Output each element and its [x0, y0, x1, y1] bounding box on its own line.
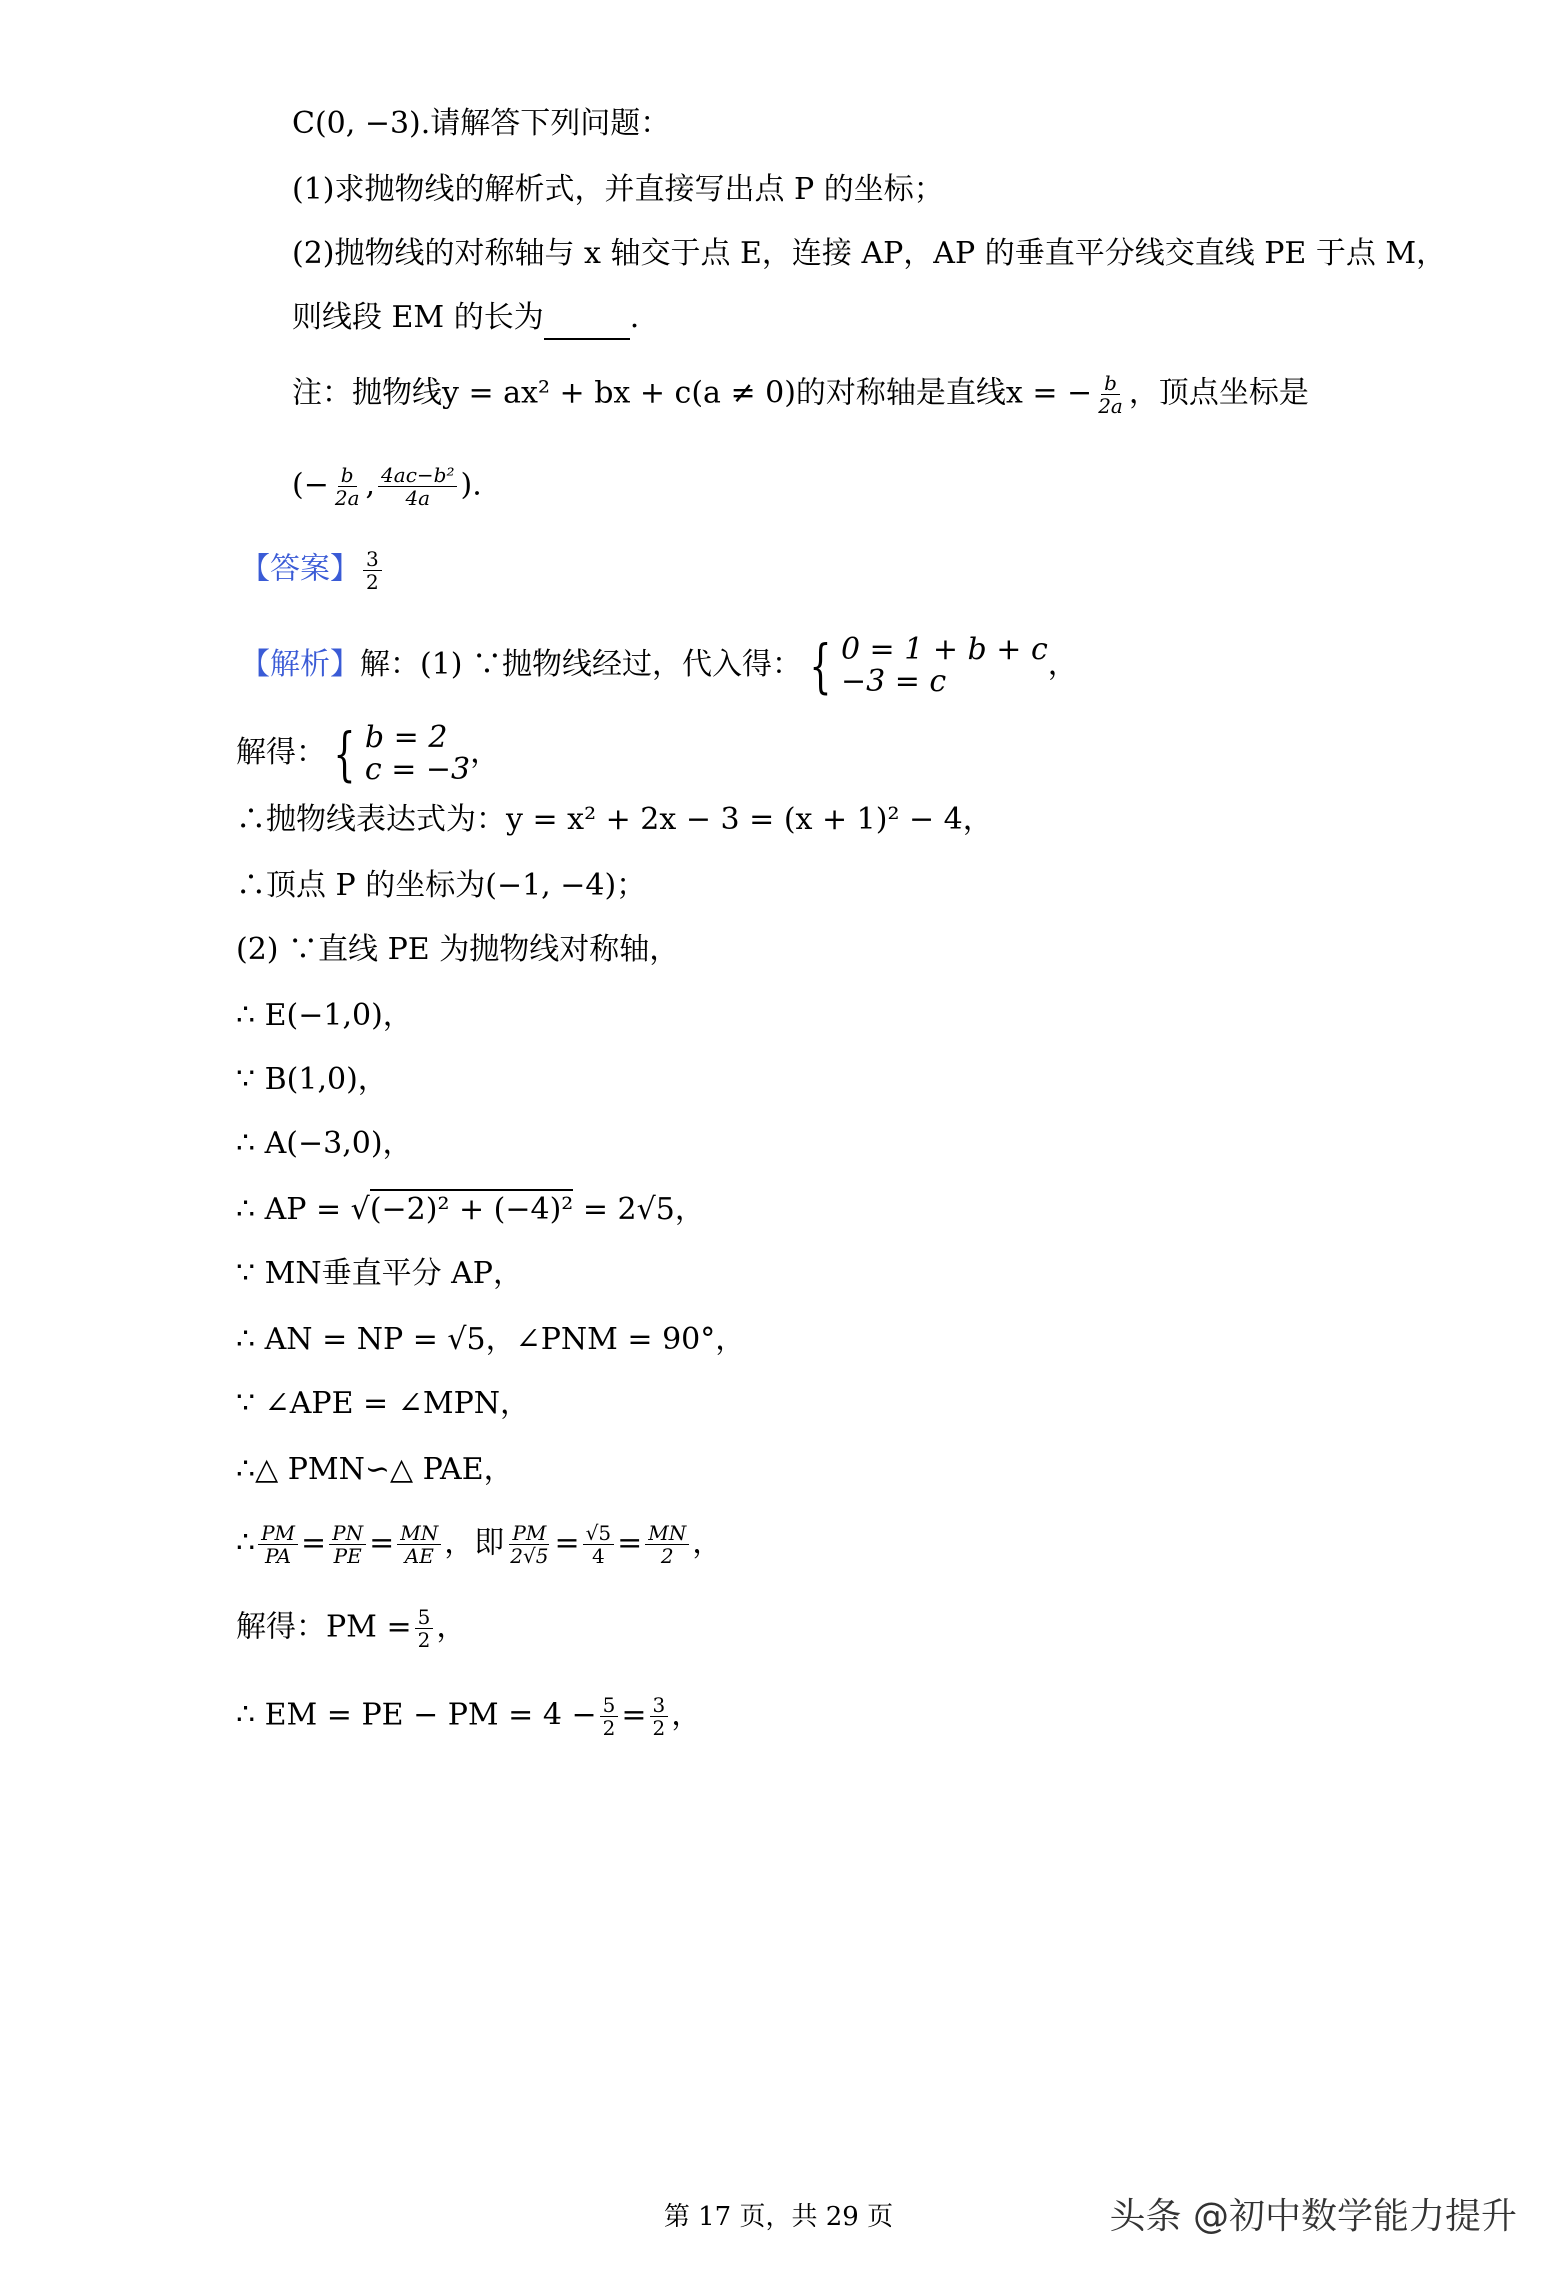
vertex-fraction-2 — [378, 464, 457, 509]
solve-line — [236, 722, 500, 786]
ap-radicand: (−2)² + (−4)² — [370, 1189, 574, 1227]
problem-line-1: C(0, −3).请解答下列问题： — [292, 106, 671, 141]
ratio-eq-1: = — [301, 1525, 327, 1561]
ratio-prefix: ∴ — [236, 1525, 256, 1561]
angle-line: ∵ ∠APE = ∠MPN， — [236, 1386, 531, 1421]
pm-line — [236, 1606, 466, 1651]
vertex-close: ). — [460, 467, 482, 503]
pm-num: 5 — [415, 1606, 434, 1629]
vertex-open: (− — [292, 467, 329, 503]
em-fraction-2-num: 3 — [650, 1694, 669, 1717]
point-b-line: ∵ B(1,0)， — [236, 1062, 388, 1097]
em-eq: = — [621, 1697, 647, 1733]
answer-line — [240, 548, 385, 593]
vertex-comma: , — [365, 467, 376, 503]
ratio-fraction-5 — [583, 1522, 614, 1567]
ratio-eq-4: = — [617, 1525, 643, 1561]
answer-tag: 【答案】 — [240, 551, 360, 587]
similar-line: ∴△ PMN∽△ PAE， — [236, 1452, 514, 1487]
ratio-1-den: PA — [265, 1544, 292, 1568]
question-1: (1)求抛物线的解析式，并直接写出点 P 的坐标； — [292, 172, 944, 207]
em-fraction-2-den: 2 — [652, 1716, 666, 1740]
answer-fraction-num: 3 — [363, 548, 382, 571]
ratio-line — [236, 1522, 722, 1567]
ratio-eq-3: = — [554, 1525, 580, 1561]
answer-fraction-den: 2 — [366, 570, 379, 594]
ratio-2-num: PN — [329, 1522, 366, 1545]
vertex-line: ∴顶点 P 的坐标为(−1, −4)； — [236, 868, 647, 903]
point-a-line: ∴ A(−3,0)， — [236, 1126, 413, 1161]
ratio-2-den: PE — [333, 1544, 362, 1568]
solve-label: 解得： — [236, 735, 326, 770]
vertex-fraction-1-num: b — [338, 464, 357, 487]
ratio-6-den: 2 — [660, 1544, 674, 1568]
ratio-3-den: AE — [404, 1544, 434, 1568]
ratio-ji: ，即 — [444, 1525, 505, 1561]
expression-line: ∴抛物线表达式为：y = x² + 2x − 3 = (x + 1)² − 4， — [236, 802, 993, 837]
ratio-6-num: MN — [645, 1522, 689, 1545]
equation-system-2: { b = 2 c = −3 — [333, 720, 471, 788]
question-2-end: . — [629, 300, 640, 335]
em-fraction-1-den: 2 — [602, 1716, 616, 1740]
em-fraction-2 — [650, 1694, 669, 1739]
ratio-4-den: 2√5 — [510, 1544, 549, 1568]
question-2-text: 则线段 EM 的长为 — [292, 300, 544, 335]
system-2-row-2: c = −3 — [364, 752, 471, 787]
point-e-line: ∴ E(−1,0)， — [236, 998, 413, 1033]
answer-fraction — [363, 548, 382, 593]
part-2-line: (2) ∵直线 PE 为抛物线对称轴， — [236, 932, 680, 967]
question-2-continued — [292, 298, 639, 340]
system-1-end: ， — [1047, 647, 1078, 682]
note-fraction-den: 2a — [1098, 394, 1123, 418]
ratio-fraction-2 — [329, 1522, 366, 1567]
vertex-fraction-1-den: 2a — [334, 486, 360, 510]
vertex-fraction-1 — [332, 464, 363, 509]
ratio-3-num: MN — [397, 1522, 441, 1545]
ratio-1-num: PM — [258, 1522, 298, 1545]
ratio-eq-2: = — [369, 1525, 395, 1561]
note-line — [292, 372, 1309, 417]
vertex-fraction-2-num: 4ac−b² — [378, 464, 457, 487]
ap-line — [236, 1190, 705, 1230]
ap-prefix: ∴ AP = √ — [236, 1192, 370, 1227]
note-text-end: ，顶点坐标是 — [1128, 375, 1309, 411]
vertex-formula — [292, 464, 482, 509]
equation-system-1: { 0 = 1 + b + c −3 = c — [809, 632, 1048, 700]
pm-fraction — [415, 1606, 434, 1651]
ratio-4-num: PM — [509, 1522, 549, 1545]
em-fraction-1 — [600, 1694, 619, 1739]
page-footer: 第 17 页，共 29 页 — [663, 2202, 894, 2232]
system-2-row-1: b = 2 — [364, 720, 448, 755]
watermark: 头条 @初中数学能力提升 — [1109, 2196, 1517, 2237]
note-text: 注：抛物线y = ax² + bx + c(a ≠ 0)的对称轴是直线x = − — [292, 375, 1093, 411]
pm-den: 2 — [417, 1628, 431, 1652]
ap-suffix: = 2√5， — [573, 1192, 705, 1227]
system-2-end: ， — [470, 735, 501, 770]
analysis-tag: 【解析】 — [240, 647, 360, 682]
vertex-fraction-2-den: 4a — [405, 486, 431, 510]
em-fraction-1-num: 5 — [600, 1694, 619, 1717]
mn-line: ∵ MN垂直平分 AP， — [236, 1256, 523, 1291]
ratio-fraction-3 — [397, 1522, 441, 1567]
ratio-fraction-6 — [645, 1522, 689, 1567]
ratio-5-den: 4 — [591, 1544, 605, 1568]
ratio-end: ， — [692, 1525, 723, 1561]
em-prefix: ∴ EM = PE − PM = 4 − — [236, 1697, 597, 1733]
answer-blank — [544, 298, 630, 340]
note-fraction-num: b — [1101, 372, 1120, 395]
em-line — [236, 1694, 701, 1739]
note-fraction — [1095, 372, 1126, 417]
ratio-fraction-1 — [258, 1522, 298, 1567]
em-end: ， — [671, 1697, 702, 1733]
analysis-intro-text: 解：(1) ∵抛物线经过，代入得： — [360, 647, 803, 682]
ratio-fraction-4 — [507, 1522, 551, 1567]
system-1-row-2: −3 = c — [840, 664, 947, 699]
pm-prefix: 解得：PM = — [236, 1609, 412, 1645]
question-2: (2)抛物线的对称轴与 x 轴交于点 E，连接 AP，AP 的垂直平分线交直线 PE 于点 M， — [292, 236, 1447, 271]
an-line: ∴ AN = NP = √5，∠PNM = 90°， — [236, 1322, 746, 1357]
ratio-5-num: √5 — [583, 1522, 614, 1545]
pm-end: ， — [436, 1609, 467, 1645]
analysis-intro — [240, 634, 1078, 698]
system-1-row-1: 0 = 1 + b + c — [840, 632, 1048, 667]
